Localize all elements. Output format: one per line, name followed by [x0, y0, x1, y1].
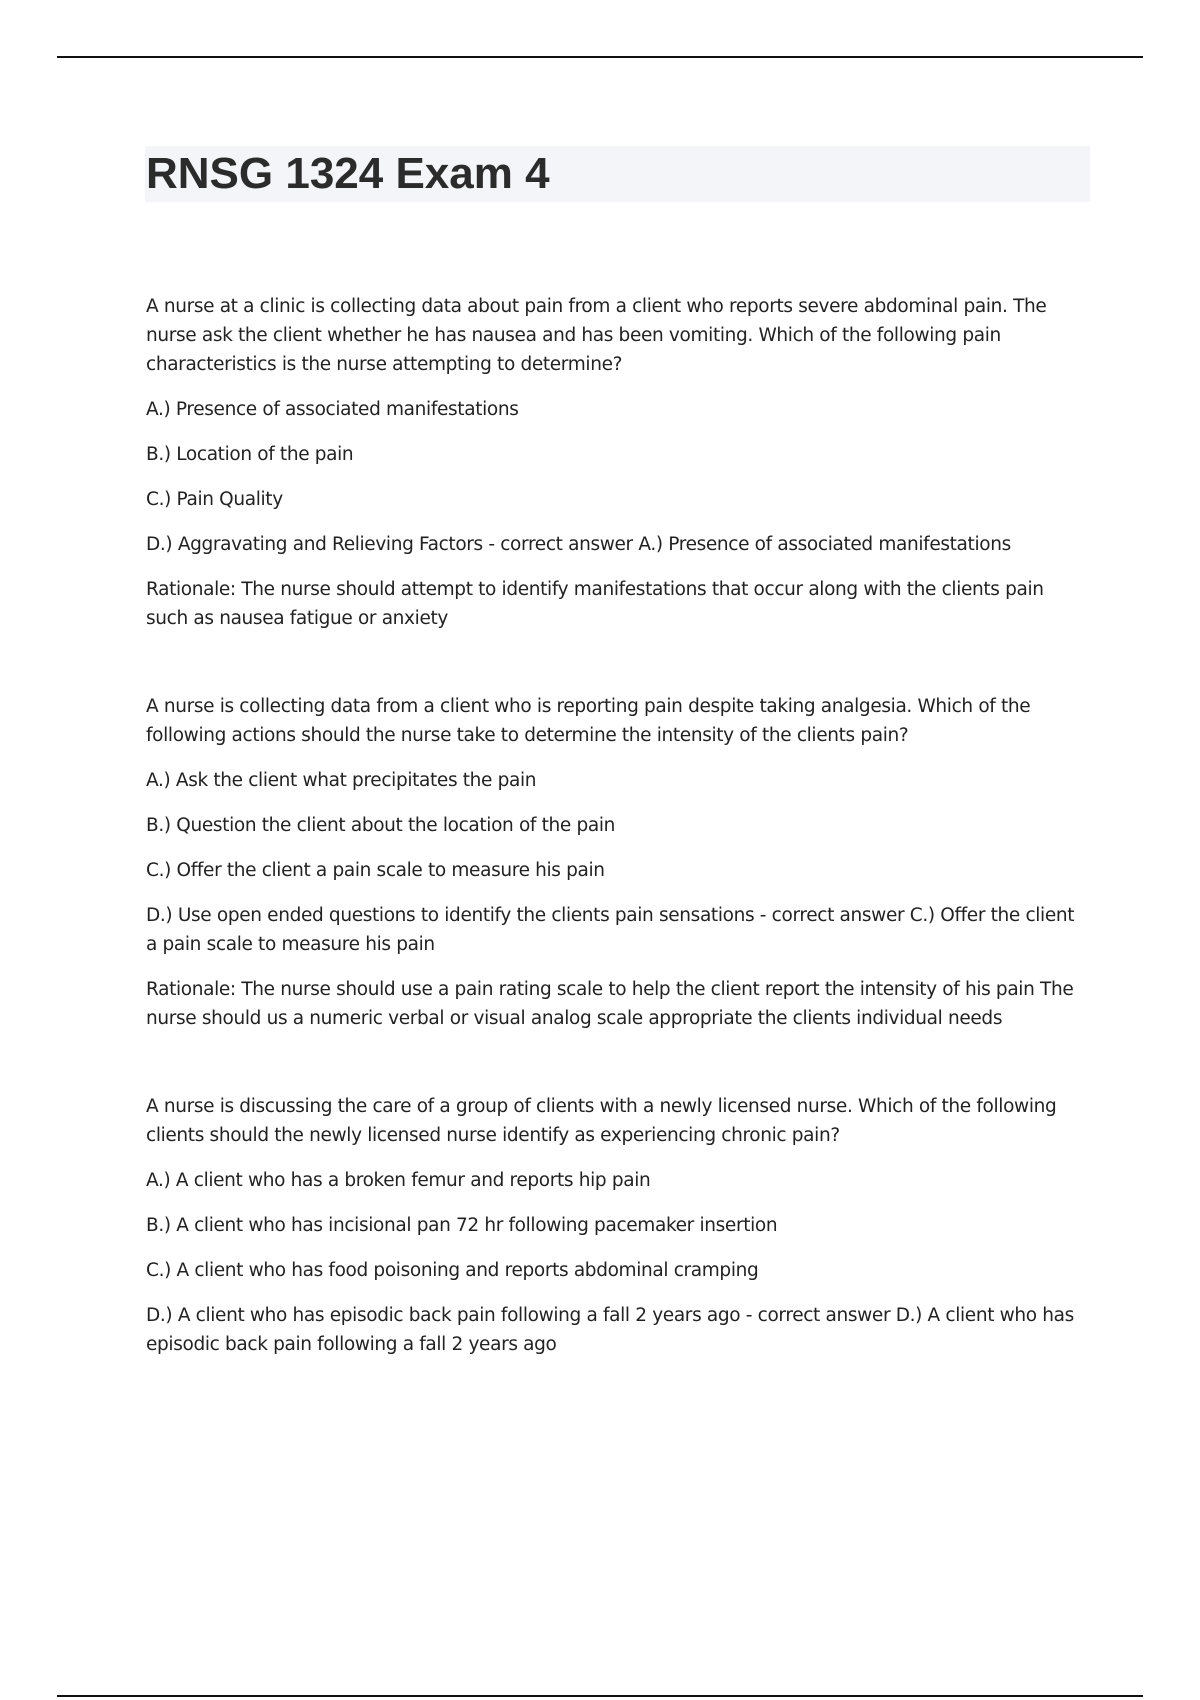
answer-option-c: C.) Pain Quality [146, 489, 283, 510]
page-title: RNSG 1324 Exam 4 [146, 149, 550, 198]
answer-option-c: C.) A client who has food poisoning and reports abdominal cramping [146, 1260, 759, 1281]
question-1 [146, 292, 1086, 633]
answer-option-b: B.) Location of the pain [146, 444, 354, 465]
bottom-rule [57, 1695, 1143, 1697]
top-rule [57, 56, 1143, 58]
question-stem: A nurse is collecting data from a client who is reporting pain despite taking analgesia. Which of the following actions should the nurse take to determine the intensity of the clients pain? [146, 696, 1031, 746]
rationale: Rationale: The nurse should use a pain rating scale to help the client report the intensity of his pain The nurse should us a numeric verbal or visual analog scale appropriate the clients individual needs [146, 979, 1074, 1029]
answer-option-d: D.) Aggravating and Relieving Factors - correct answer A.) Presence of associated manifestations [146, 534, 1011, 555]
answer-option-b: B.) A client who has incisional pan 72 hr following pacemaker insertion [146, 1215, 778, 1236]
answer-option-c: C.) Offer the client a pain scale to measure his pain [146, 860, 605, 881]
answer-option-a: A.) Ask the client what precipitates the pain [146, 770, 537, 791]
answer-option-d: D.) A client who has episodic back pain following a fall 2 years ago - correct answer D.) A client who has episodic back pain following a fall 2 years ago [146, 1305, 1074, 1355]
answer-option-a: A.) A client who has a broken femur and reports hip pain [146, 1170, 651, 1191]
question-stem: A nurse is discussing the care of a group of clients with a newly licensed nurse. Which of the following clients should the newly licensed nurse identify as experiencing chronic pain? [146, 1096, 1057, 1146]
question-3 [146, 1092, 1086, 1359]
answer-option-a: A.) Presence of associated manifestations [146, 399, 519, 420]
answer-option-d: D.) Use open ended questions to identify the clients pain sensations - correct answer C.) Offer the client a pain scale to measure his pain [146, 905, 1075, 955]
question-2 [146, 692, 1086, 1033]
rationale: Rationale: The nurse should attempt to identify manifestations that occur along with the clients pain such as nausea fatigue or anxiety [146, 579, 1044, 629]
question-stem: A nurse at a clinic is collecting data about pain from a client who reports severe abdominal pain. The nurse ask the client whether he has nausea and has been vomiting. Which of the following pain characteristics is the nurse attempting to determine? [146, 296, 1047, 375]
document-body [146, 292, 1086, 1359]
answer-option-b: B.) Question the client about the location of the pain [146, 815, 616, 836]
